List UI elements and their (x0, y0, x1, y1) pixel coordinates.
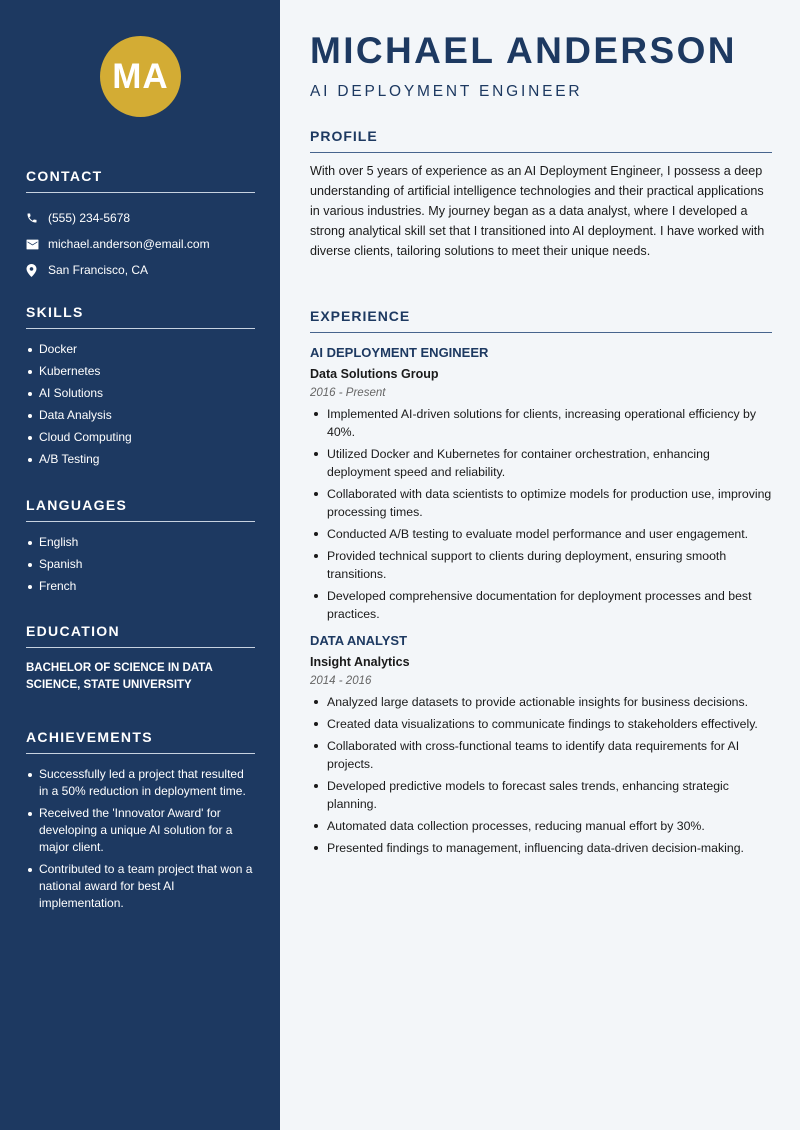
skill-item: A/B Testing (26, 451, 255, 468)
achievements-section (26, 729, 255, 917)
sidebar (0, 0, 280, 1130)
job-bullet: Collaborated with cross-functional teams to identify data requirements for AI projects. (310, 737, 772, 773)
education-degree: BACHELOR OF SCIENCE IN DATA SCIENCE, STATE UNIVERSITY (26, 662, 213, 691)
job-bullet: Implemented AI-driven solutions for clients, increasing operational efficiency by 40%. (310, 405, 772, 441)
location-text: San Francisco, CA (48, 263, 149, 277)
job-bullet: Developed predictive models to forecast sales trends, enhancing strategic planning. (310, 777, 772, 813)
job-title: AI DEPLOYMENT ENGINEER (310, 345, 489, 360)
job-company: Data Solutions Group (310, 367, 439, 381)
achievement-item: Received the 'Innovator Award' for developing a unique AI solution for a major client. (26, 805, 255, 856)
job-bullet: Developed comprehensive documentation for deployment processes and best practices. (310, 587, 772, 623)
phone-icon (26, 212, 48, 224)
email-text: michael.anderson@email.com (48, 237, 210, 251)
job-bullet: Analyzed large datasets to provide actionable insights for business decisions. (310, 693, 772, 711)
job-title: DATA ANALYST (310, 633, 408, 648)
job-dates: 2014 - 2016 (310, 675, 372, 687)
achievement-item: Successfully led a project that resulted in a 50% reduction in deployment time. (26, 766, 255, 800)
languages-list (26, 534, 255, 595)
education-heading: EDUCATION (26, 623, 255, 648)
experience-heading: EXPERIENCE (310, 308, 772, 333)
job-bullet: Created data visualizations to communicate findings to stakeholders effectively. (310, 715, 772, 733)
contact-location (26, 257, 255, 283)
candidate-role: AI DEPLOYMENT ENGINEER (310, 83, 583, 100)
contact-heading: CONTACT (26, 168, 255, 193)
education-section (26, 623, 255, 694)
skills-list (26, 341, 255, 468)
mail-icon (26, 239, 48, 250)
job-bullet: Conducted A/B testing to evaluate model performance and user engagement. (310, 525, 772, 543)
achievement-item: Contributed to a team project that won a national award for best AI implementation. (26, 861, 255, 912)
job-dates: 2016 - Present (310, 387, 386, 399)
skills-section (26, 304, 255, 473)
skill-item: Data Analysis (26, 407, 255, 424)
profile-heading: PROFILE (310, 128, 772, 153)
languages-heading: LANGUAGES (26, 497, 255, 522)
skill-item: Kubernetes (26, 363, 255, 380)
profile-text: With over 5 years of experience as an AI Deployment Engineer, I possess a deep understanding of artificial intelligence technologies and their practical applications in various industries. My journey began as a data analyst, where I developed a strong analytical skill set that I transitioned into AI deployment. I have worked with diverse clients, tailoring solutions to meet their unique needs. (310, 164, 765, 258)
experience-section (310, 308, 772, 861)
job-entry (310, 633, 772, 857)
skill-item: Cloud Computing (26, 429, 255, 446)
profile-section (310, 128, 772, 261)
contact-email (26, 231, 255, 257)
contact-phone (26, 205, 255, 231)
job-bullet: Collaborated with data scientists to optimize models for production use, improving processing times. (310, 485, 772, 521)
language-item: Spanish (26, 556, 255, 573)
job-bullet: Presented findings to management, influencing data-driven decision-making. (310, 839, 772, 857)
job-entry (310, 345, 772, 623)
language-item: French (26, 578, 255, 595)
achievements-heading: ACHIEVEMENTS (26, 729, 255, 754)
job-bullets (310, 405, 772, 623)
achievements-list (26, 766, 255, 912)
location-pin-icon (26, 264, 48, 277)
job-company: Insight Analytics (310, 655, 410, 669)
job-bullet: Provided technical support to clients during deployment, ensuring smooth transitions. (310, 547, 772, 583)
language-item: English (26, 534, 255, 551)
skills-heading: SKILLS (26, 304, 255, 329)
contact-section (26, 168, 255, 283)
candidate-name: MICHAEL ANDERSON (310, 30, 737, 71)
avatar: MA (100, 36, 181, 117)
skill-item: Docker (26, 341, 255, 358)
job-bullet: Automated data collection processes, reducing manual effort by 30%. (310, 817, 772, 835)
job-bullet: Utilized Docker and Kubernetes for container orchestration, enhancing deployment speed and reliability. (310, 445, 772, 481)
skill-item: AI Solutions (26, 385, 255, 402)
languages-section (26, 497, 255, 600)
phone-text: (555) 234-5678 (48, 211, 131, 225)
job-bullets (310, 693, 772, 857)
